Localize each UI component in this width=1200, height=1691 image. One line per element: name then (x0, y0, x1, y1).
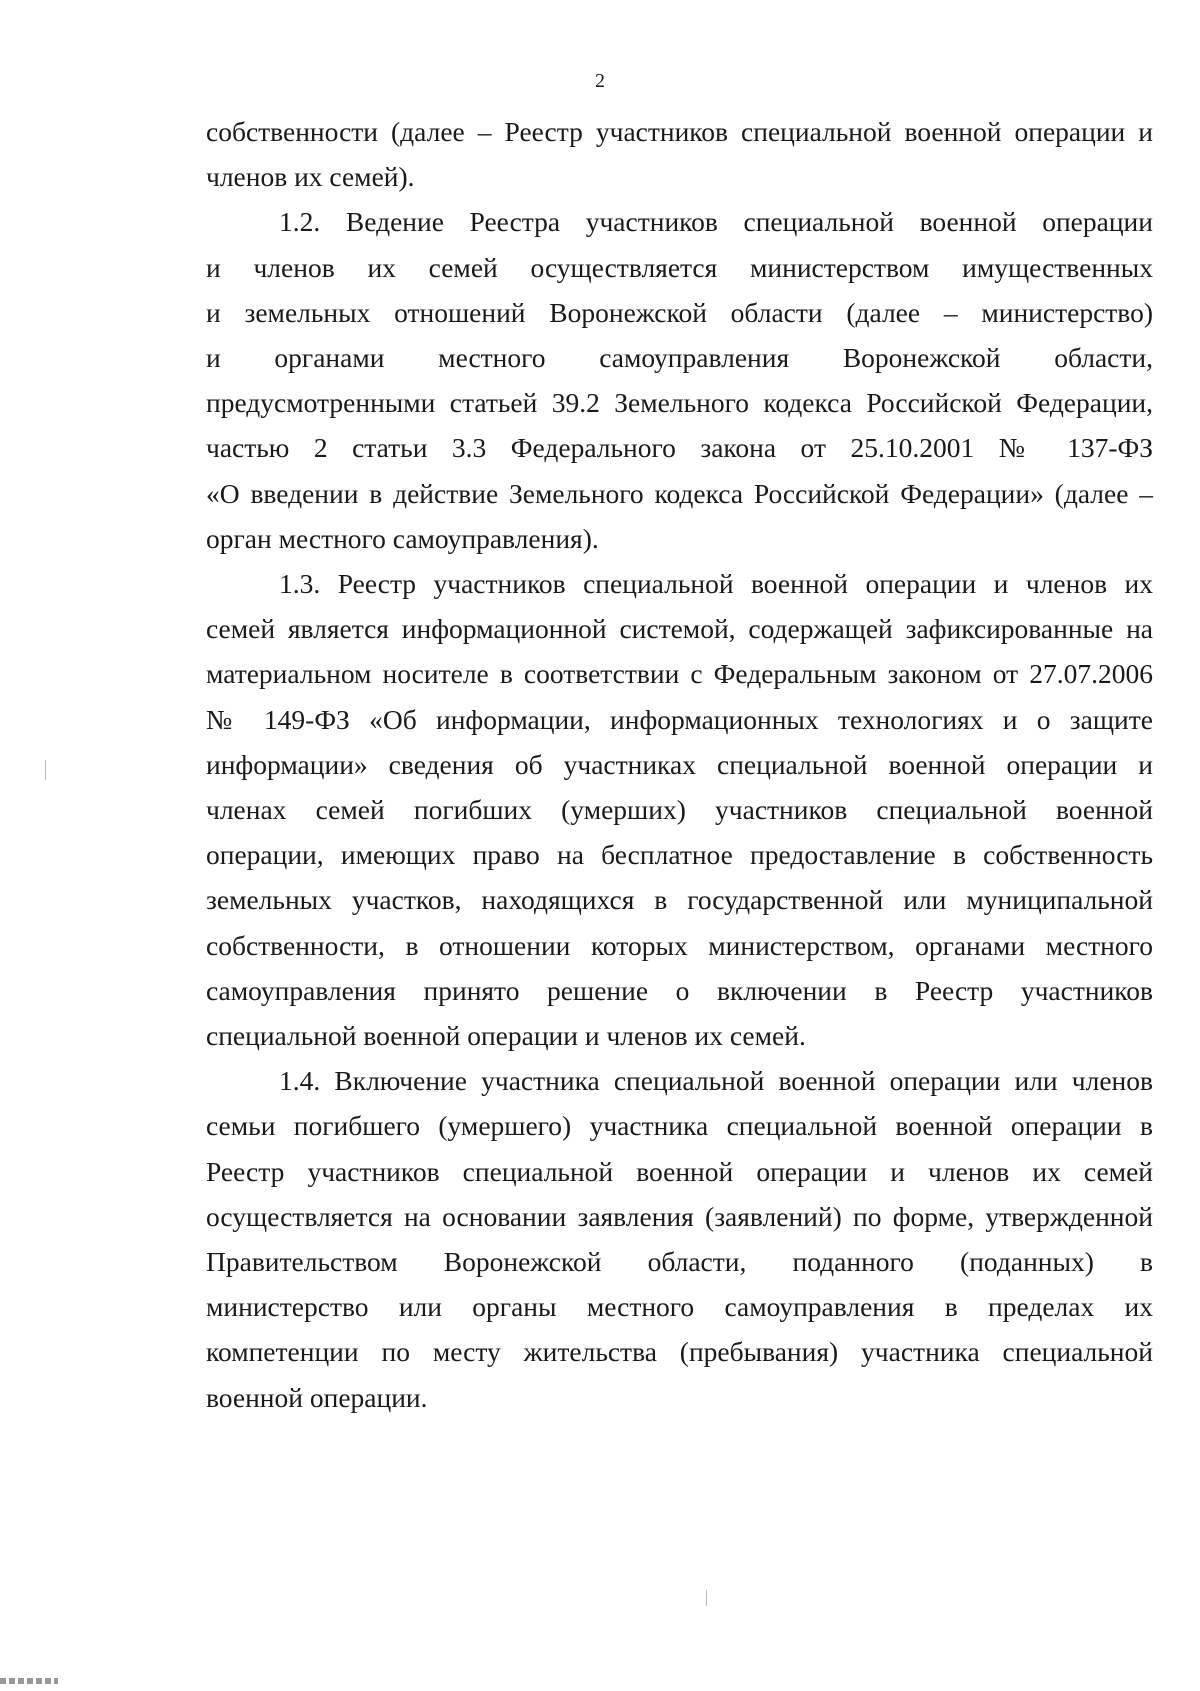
text-line: частью 2 статьи 3.3 Федерального закона от 25.10.2001 № 137-ФЗ (206, 432, 1153, 464)
text-line: и органами местного самоуправления Воронежской области, (206, 342, 1153, 373)
scan-edge-mark (0, 1678, 58, 1684)
text-line: министерство или органы местного самоуправления в пределах их (206, 1291, 1153, 1323)
text-line: 1.3. Реестр участников специальной военной операции и членов их (279, 568, 1153, 599)
scan-speck (706, 1590, 707, 1606)
text-line: 1.4. Включение участника специальной военной операции или членов (279, 1065, 1153, 1097)
text-line: земельных участков, находящихся в государственной или муниципальной (206, 884, 1153, 916)
text-line: материальном носителе в соответствии с Федеральным законом от 27.07.2006 (206, 658, 1153, 690)
text-line: Реестр участников специальной военной операции и членов их семей (206, 1155, 1153, 1187)
page-number: 2 (595, 70, 605, 92)
text-line: и земельных отношений Воронежской области (далее – министерство) (206, 296, 1153, 328)
text-line: членах семей погибших (умерших) участников специальной военной (206, 794, 1153, 825)
text-line: Правительством Воронежской области, поданного (поданных) в (206, 1246, 1153, 1277)
text-line: собственности, в отношении которых министерством, органами местного (206, 929, 1153, 961)
text-line: операции, имеющих право на бесплатное предоставление в собственность (206, 839, 1153, 871)
text-line: информации» сведения об участниках специальной военной операции и (206, 748, 1153, 780)
text-line: членов их семей). (206, 161, 415, 193)
text-line: компетенции по месту жительства (пребывания) участника специальной (206, 1336, 1153, 1368)
text-line: и членов их семей осуществляется министерством имущественных (206, 251, 1153, 283)
text-line: военной операции. (206, 1381, 428, 1413)
text-line: орган местного самоуправления). (206, 522, 599, 554)
text-line: осуществляется на основании заявления (заявлений) по форме, утвержденной (206, 1200, 1153, 1232)
text-line: № 149-ФЗ «Об информации, информационных технологиях и о защите (206, 703, 1153, 735)
text-line: самоуправления принято решение о включении в Реестр участников (206, 974, 1153, 1006)
text-line: предусмотренными статьей 39.2 Земельного кодекса Российской Федерации, (206, 387, 1153, 419)
text-line: семей является информационной системой, содержащей зафиксированные на (206, 613, 1153, 645)
text-line: семьи погибшего (умершего) участника специальной военной операции в (206, 1110, 1153, 1142)
text-line: собственности (далее – Реестр участников специальной военной операции и (206, 116, 1153, 147)
text-line: специальной военной операции и членов их семей. (206, 1020, 806, 1051)
scan-speck (45, 760, 46, 780)
text-line: «О введении в действие Земельного кодекса Российской Федерации» (далее – (206, 477, 1153, 509)
text-line: 1.2. Ведение Реестра участников специальной военной операции (279, 206, 1153, 238)
